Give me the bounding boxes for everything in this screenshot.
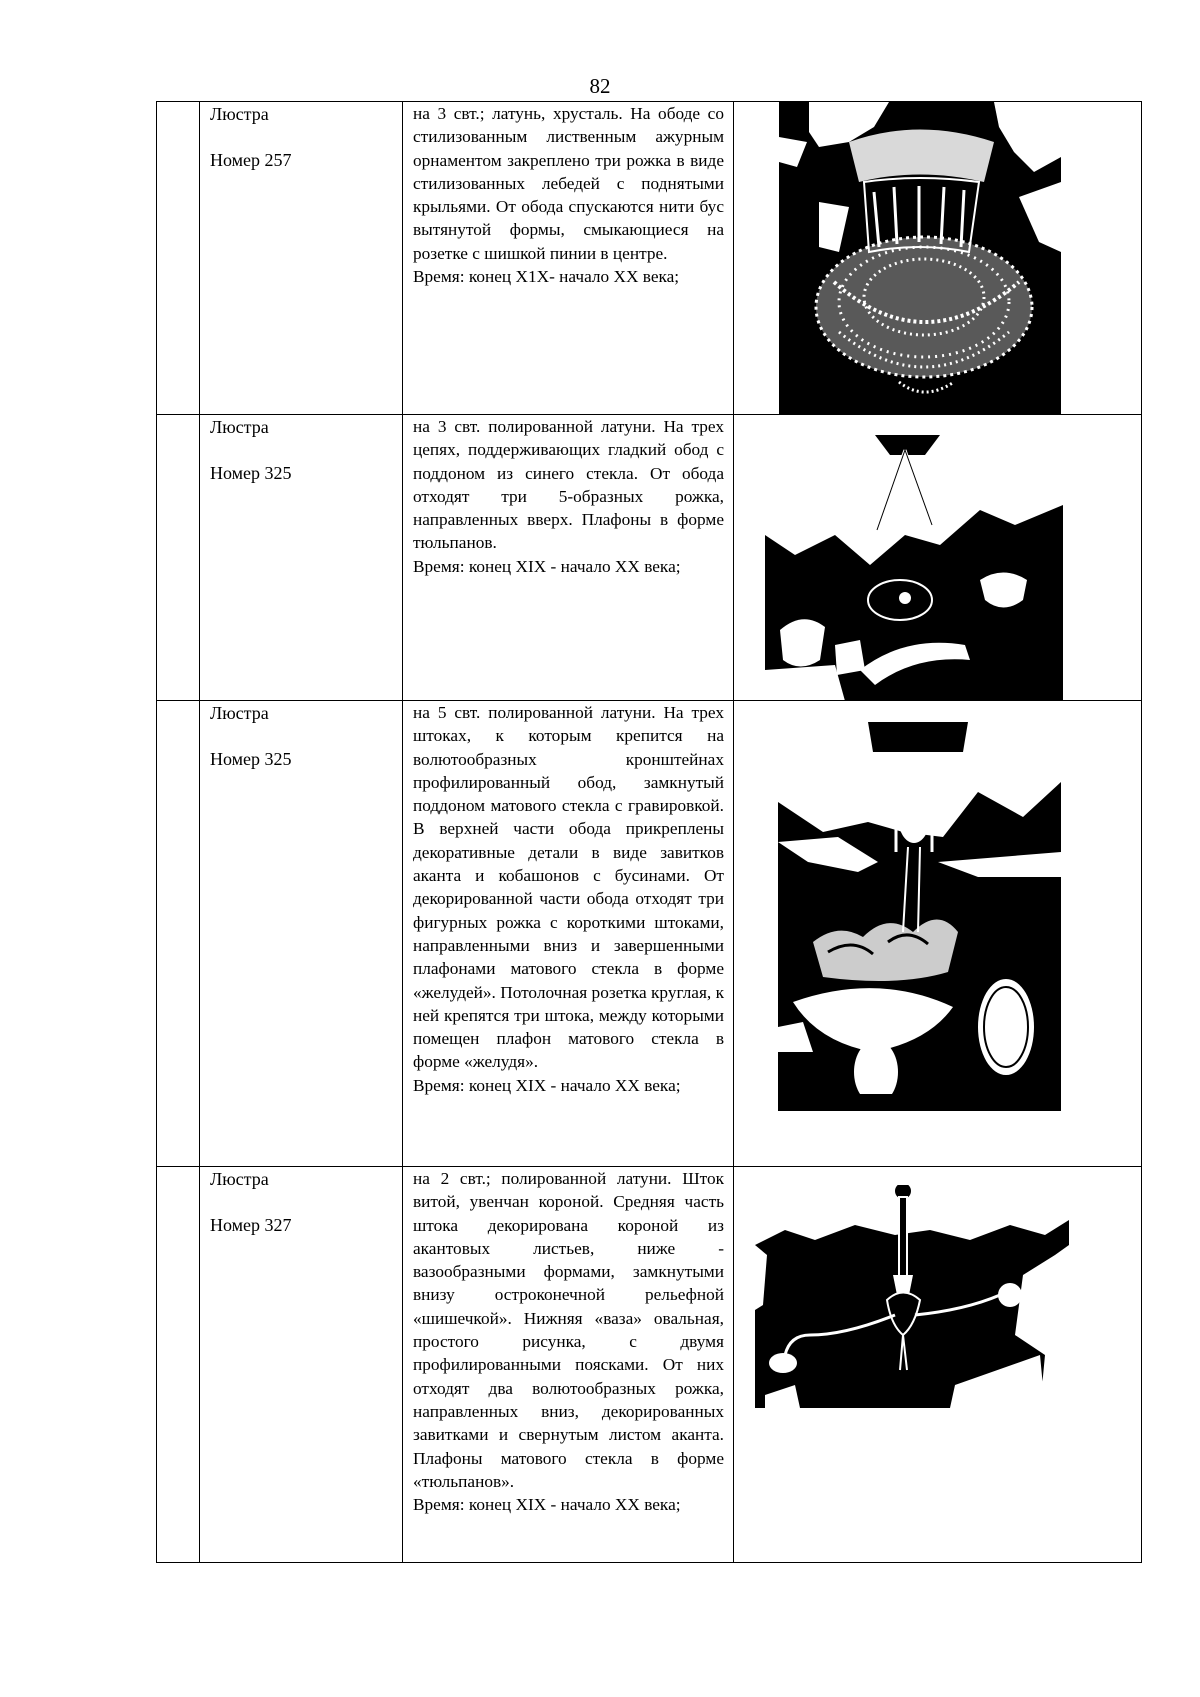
item-date: Время: конец XIX - начало XX века; (413, 1495, 681, 1515)
item-name-cell (200, 415, 403, 701)
item-description: на 5 свт. полированной латуни. На трех штоках, к которым крепится на волютообразных кронштейнах профилированный обод, замкнутый поддоном матового стекла с гравировкой. В верхней части обода прикреплены декоративные детали в виде завитков аканта и кобашонов с бусинами. От декорированной части обода отходят три фигурных рожка с короткими штоками, направленными вниз и завершенными плафонами матового стекла в форме «желудей». Потолочная розетка круглая, к ней крепятся три штока, между которыми помещен плафон матового стекла в форме «желудя». (413, 703, 724, 1072)
item-description-cell (403, 415, 734, 701)
item-number: Номер 325 (210, 463, 292, 483)
item-name: Люстра (210, 104, 269, 124)
table-row (157, 701, 1142, 1167)
item-description-cell (403, 701, 734, 1167)
item-name-cell (200, 1167, 403, 1563)
chandelier-photo-257 (779, 102, 1061, 415)
item-photo-cell (734, 701, 1142, 1167)
item-name-cell (200, 701, 403, 1167)
item-date: Время: конец Х1Х- начало ХХ века; (413, 267, 680, 287)
item-number: Номер 327 (210, 1215, 292, 1235)
blank-cell (157, 415, 200, 701)
item-description: на 2 свт.; полированной латуни. Шток витой, увенчан короной. Средняя часть штока декорирована короной из акантовых листьев, ниже - вазообразными формами, замкнутыми внизу остроконечной рельефной «шишечкой». Нижняя «ваза» овальная, простого рисунка, с двумя профилированными поясками. От них отходят два волютообразных рожка, направленных вниз, декорированных завитками и свернутым листом аканта. Плафоны матового стекла в форме «тюльпанов». (413, 1169, 724, 1491)
item-photo-cell (734, 1167, 1142, 1563)
chandelier-photo-327 (755, 1185, 1069, 1408)
blank-cell (157, 1167, 200, 1563)
blank-cell (157, 701, 200, 1167)
blank-cell (157, 102, 200, 415)
table-row (157, 415, 1142, 701)
table-row (157, 1167, 1142, 1563)
inventory-table (156, 101, 1142, 1563)
item-description-cell (403, 102, 734, 415)
item-number: Номер 257 (210, 150, 292, 170)
item-name: Люстра (210, 1169, 269, 1189)
item-photo-cell (734, 102, 1142, 415)
item-number: Номер 325 (210, 749, 292, 769)
item-description-cell (403, 1167, 734, 1563)
page-number: 82 (589, 74, 611, 98)
chandelier-photo-325b (778, 722, 1061, 1111)
item-name: Люстра (210, 703, 269, 723)
item-name: Люстра (210, 417, 269, 437)
table-row (157, 102, 1142, 415)
item-date: Время: конец XIX - начало XX века; (413, 556, 681, 576)
item-photo-cell (734, 415, 1142, 701)
item-name-cell (200, 102, 403, 415)
item-date: Время: конец XIX - начало XX века; (413, 1075, 681, 1095)
item-description: на 3 свт. полированной латуни. На трех цепях, поддерживающих гладкий обод с поддоном из синего стекла. От обода отходят три 5-образных рожка, направленных вверх. Плафоны в форме тюльпанов. (413, 417, 724, 553)
item-description: на 3 свт.; латунь, хрусталь. На ободе со стилизованным лиственным ажурным орнаментом закреплено три рожка в виде стилизованных лебедей с поднятыми крыльями. От обода спускаются нити бус вытянутой формы, смыкающиеся на розетке с шишкой пинии в центре. (413, 104, 724, 263)
chandelier-photo-325a (765, 415, 1063, 701)
